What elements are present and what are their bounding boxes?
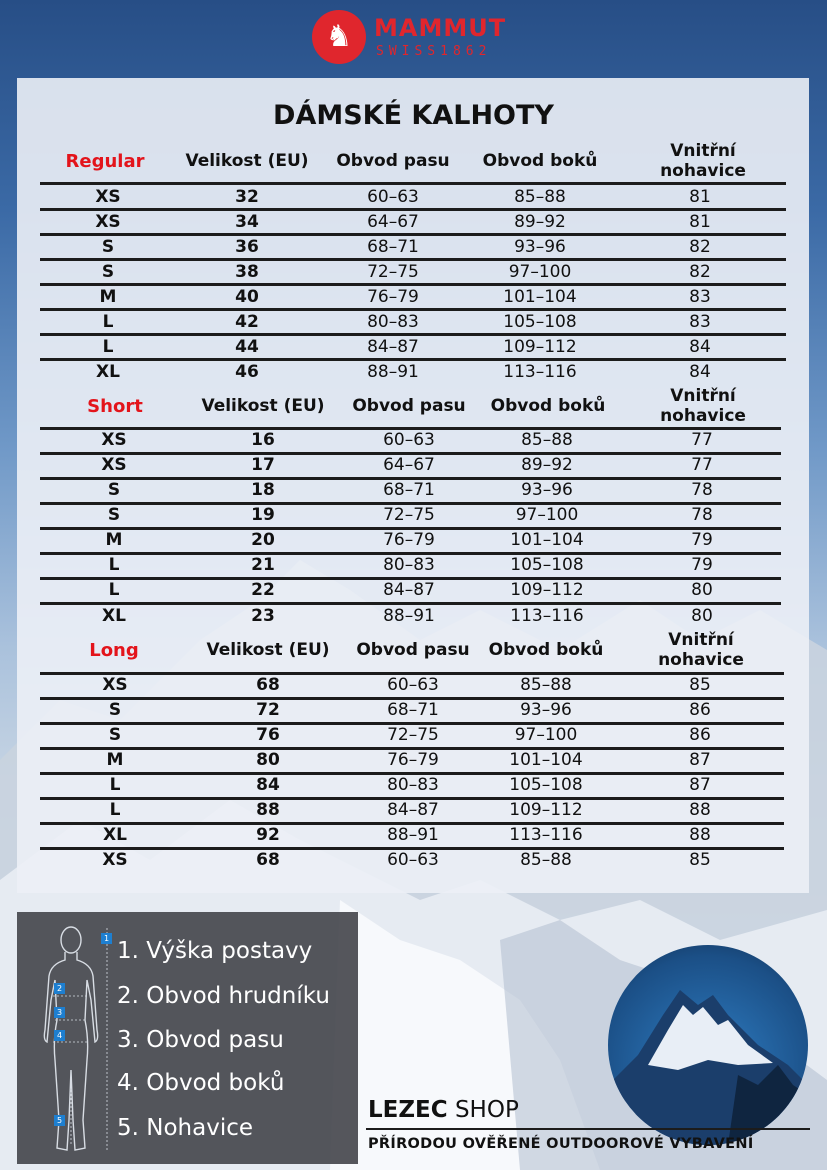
legend-item: 4. Obvod boků — [117, 1070, 285, 1096]
table-row: XL 92 88–91 113–116 88 — [103, 825, 711, 845]
logo-name: MAMMUT — [374, 14, 507, 42]
category-label: Regular — [65, 151, 145, 172]
tag-1: 1 — [101, 933, 112, 944]
table-row: S 38 72–75 97–100 82 — [101, 262, 711, 282]
header-hips: Obvod boků — [488, 640, 604, 660]
legend-item: 3. Obvod pasu — [117, 1027, 284, 1053]
table-row: S 72 68–71 93–96 86 — [108, 700, 711, 720]
tag-5: 5 — [54, 1115, 65, 1126]
table-row: XS 16 60–63 85–88 77 — [101, 430, 713, 450]
measurement-legend — [17, 912, 358, 1164]
table-row: S 36 68–71 93–96 82 — [101, 237, 711, 257]
header-inseam: Vnitřní nohavice — [660, 386, 746, 426]
shop-name: LEZEC SHOP — [368, 1097, 519, 1123]
header-waist: Obvod pasu — [352, 396, 466, 416]
shop-slogan: PŘÍRODOU OVĚŘENÉ OUTDOOROVÉ VYBAVENÍ — [368, 1136, 754, 1152]
tag-3: 3 — [54, 1007, 65, 1018]
header-size: Velikost (EU) — [185, 151, 309, 171]
legend-item: 5. Nohavice — [117, 1115, 254, 1141]
table-row: L 84 80–83 105–108 87 — [109, 775, 711, 795]
shop-divider — [366, 1128, 810, 1130]
table-row: XS 34 64–67 89–92 81 — [95, 212, 711, 232]
header-hips: Obvod boků — [482, 151, 598, 171]
table-row: L 42 80–83 105–108 83 — [102, 312, 711, 332]
legend-item: 2. Obvod hrudníku — [117, 983, 330, 1009]
category-label: Long — [89, 640, 139, 661]
header-hips: Obvod boků — [490, 396, 606, 416]
header-waist: Obvod pasu — [356, 640, 470, 660]
table-row: L 44 84–87 109–112 84 — [102, 337, 711, 357]
table-row: XS 32 60–63 85–88 81 — [95, 187, 711, 207]
header-size: Velikost (EU) — [206, 640, 330, 660]
table-row: S 18 68–71 93–96 78 — [107, 480, 713, 500]
mammoth-icon: ♞ — [312, 10, 366, 64]
table-row: M 40 76–79 101–104 83 — [99, 287, 711, 307]
table-row: S 76 72–75 97–100 86 — [108, 725, 711, 745]
mammut-logo — [312, 8, 522, 70]
body-figure-icon — [31, 920, 121, 1160]
tag-2: 2 — [54, 983, 65, 994]
logo-subtitle: SWISS1862 — [376, 44, 492, 59]
table-row: XL 23 88–91 113–116 80 — [102, 606, 713, 626]
climber-logo-icon — [608, 945, 808, 1145]
legend-item: 1. Výška postavy — [117, 938, 313, 964]
table-row: L 22 84–87 109–112 80 — [108, 580, 713, 600]
category-label: Short — [87, 396, 143, 417]
header-inseam: Vnitřní nohavice — [660, 141, 746, 181]
table-row: S 19 72–75 97–100 78 — [107, 505, 713, 525]
table-row: M 80 76–79 101–104 87 — [106, 750, 711, 770]
table-row: XS 17 64–67 89–92 77 — [101, 455, 713, 475]
header-size: Velikost (EU) — [201, 396, 325, 416]
header-waist: Obvod pasu — [336, 151, 450, 171]
page-title: DÁMSKÉ KALHOTY — [273, 100, 554, 131]
table-row: XS 68 60–63 85–88 85 — [102, 675, 711, 695]
table-row: L 21 80–83 105–108 79 — [108, 555, 713, 575]
header-inseam: Vnitřní nohavice — [658, 630, 744, 670]
table-row: XS 68 60–63 85–88 85 — [102, 850, 711, 870]
table-row: L 88 84–87 109–112 88 — [109, 800, 711, 820]
table-row: M 20 76–79 101–104 79 — [105, 530, 713, 550]
tag-4: 4 — [54, 1030, 65, 1041]
table-row: XL 46 88–91 113–116 84 — [96, 362, 711, 382]
